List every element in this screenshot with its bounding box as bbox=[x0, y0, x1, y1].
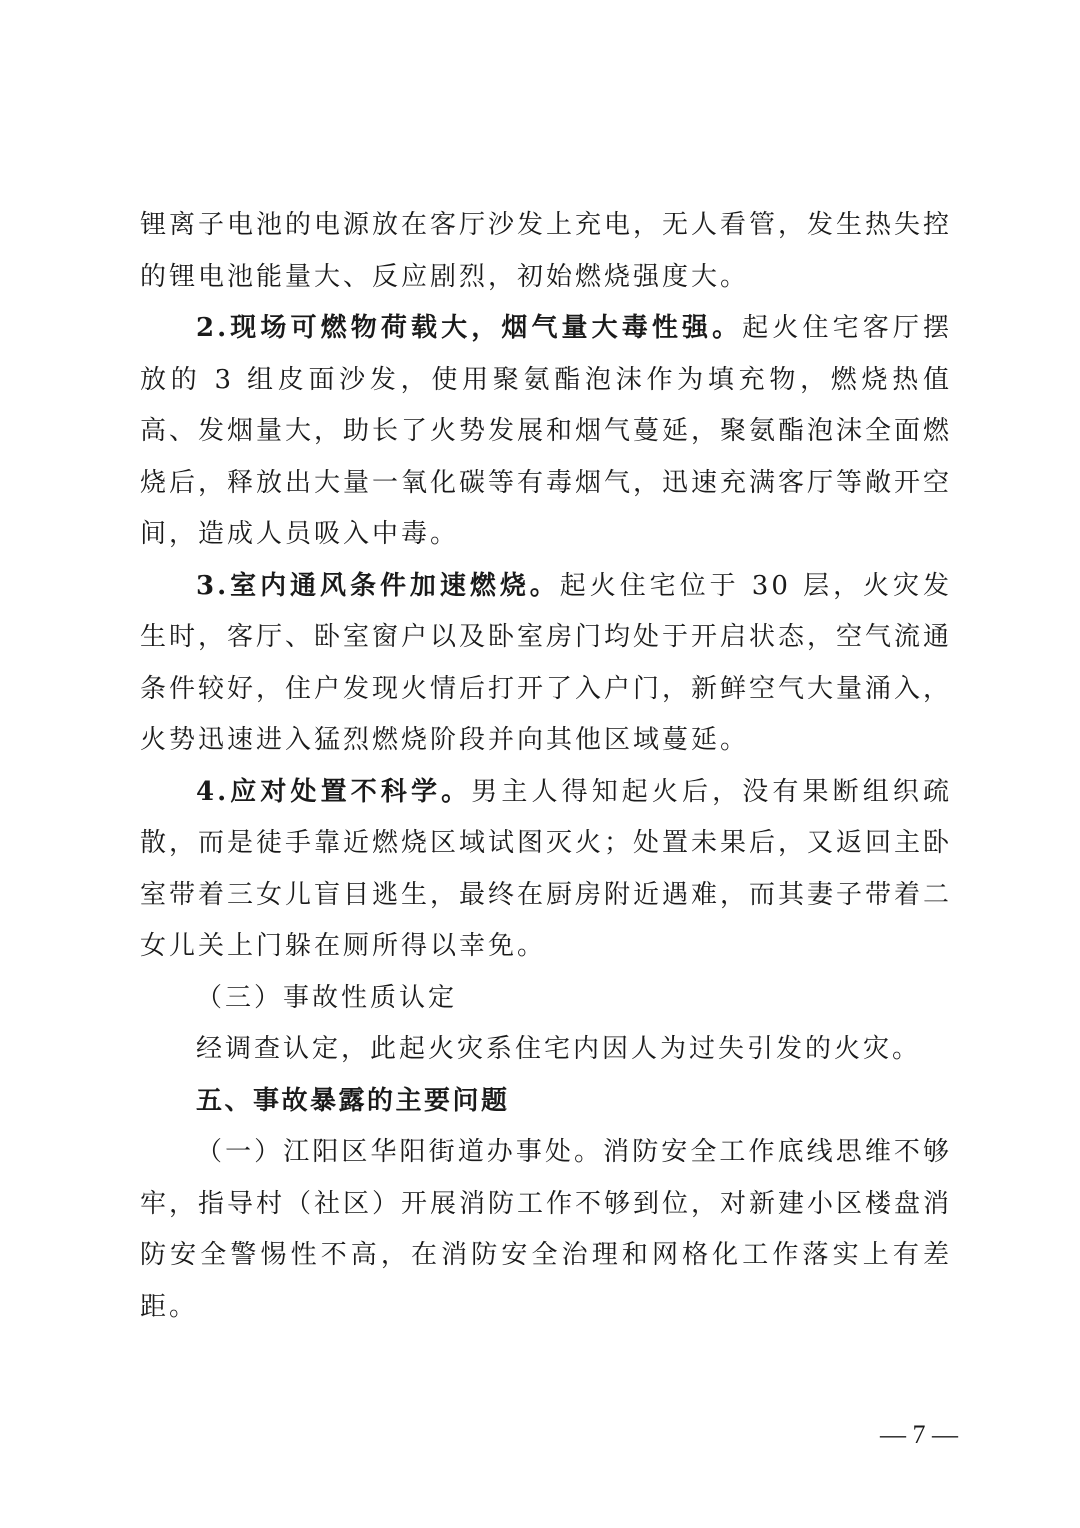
point-3-body: 起火住宅位于 30 层，火灾发生时，客厅、卧室窗户以及卧室房门均处于开启状态，空气流通条件较好，住户发现火情后打开了入户门，新鲜空气大量涌入，火势迅速进入猛烈燃烧阶段并向其他区域蔓延。 bbox=[140, 570, 953, 755]
section-3-heading: （三）事故性质认定 bbox=[196, 982, 458, 1013]
subsection-1-title: （一）江阳区华阳街道办事处。 bbox=[196, 1137, 604, 1167]
section-5-heading: 五、事故暴露的主要问题 bbox=[196, 1085, 510, 1116]
document-page bbox=[140, 200, 952, 1333]
paragraph-battery-cause: 锂离子电池的电源放在客厅沙发上充电，无人看管，发生热失控的锂电池能量大、反应剧烈，初始燃烧强度大。 bbox=[140, 210, 953, 292]
subsection-1-body: 消防安全工作底线思维不够牢，指导村（社区）开展消防工作不够到位，对新建小区楼盘消防安全警惕性不高，在消防安全治理和网格化工作落实上有差距。 bbox=[140, 1137, 953, 1322]
section-5-subsection-1 bbox=[140, 1127, 952, 1333]
paragraph-fuel-load bbox=[140, 303, 952, 561]
paragraph-response bbox=[140, 767, 952, 973]
page-number: — 7 — bbox=[880, 1420, 958, 1449]
paragraph-ventilation bbox=[140, 561, 952, 767]
section-3-body: 经调查认定，此起火灾系住宅内因人为过失引发的火灾。 bbox=[196, 1034, 922, 1064]
point-2-title: 2.现场可燃物荷载大，烟气量大毒性强。 bbox=[196, 313, 743, 343]
point-4-body: 男主人得知起火后，没有果断组织疏散，而是徒手靠近燃烧区域试图灭火；处置未果后，又返回主卧室带着三女儿盲目逃生，最终在厨房附近遇难，而其妻子带着二女儿关上门躲在厕所得以幸免。 bbox=[140, 776, 953, 961]
point-2-body: 起火住宅客厅摆放的 3 组皮面沙发，使用聚氨酯泡沫作为填充物，燃烧热值高、发烟量大，助长了火势发展和烟气蔓延，聚氨酯泡沫全面燃烧后，释放出大量一氧化碳等有毒烟气，迅速充满客厅等敞开空间，造成人员吸入中毒。 bbox=[140, 313, 953, 549]
point-4-title: 4.应对处置不科学。 bbox=[196, 776, 472, 807]
point-3-title: 3.室内通风条件加速燃烧。 bbox=[196, 570, 560, 601]
